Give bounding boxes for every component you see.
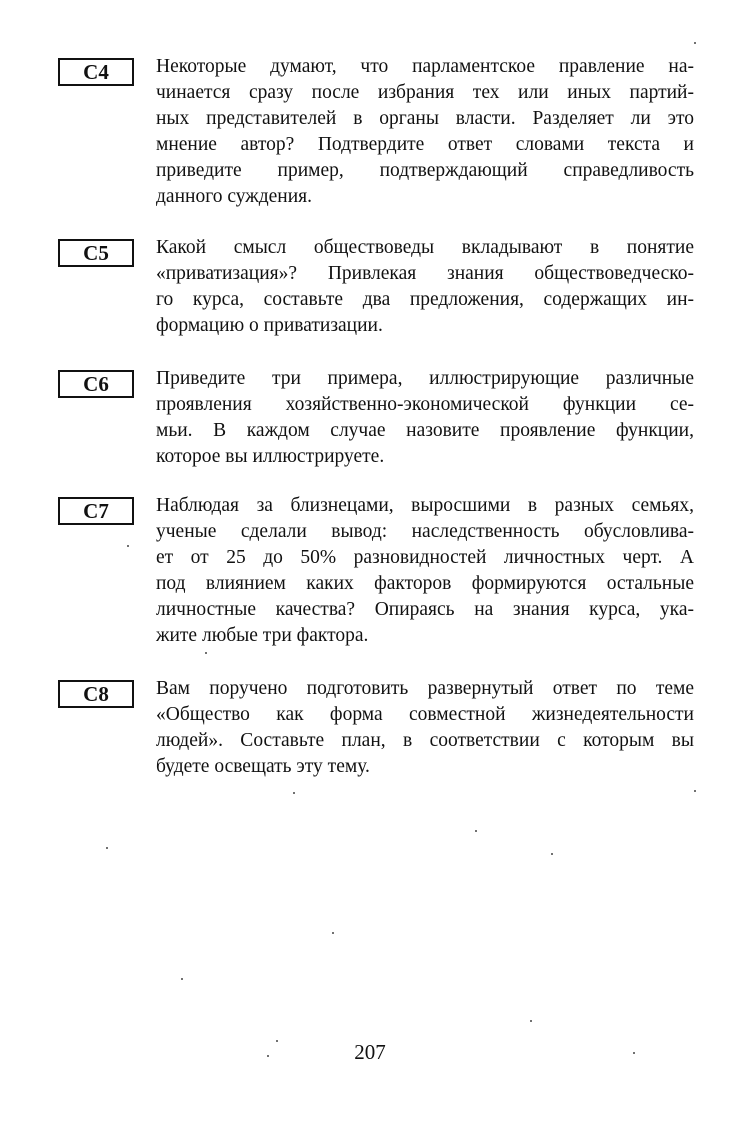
task-label-c4: С4 <box>58 58 134 86</box>
text-line: приведите пример, подтверждающий справедливость <box>156 160 694 181</box>
text-line: Приведите три примера, иллюстрирующие различные <box>156 368 694 389</box>
scan-speck <box>633 1052 635 1054</box>
text-line: Некоторые думают, что парламентское правление на- <box>156 56 694 77</box>
text-line: данного суждения. <box>156 186 312 207</box>
scan-speck <box>276 1040 278 1042</box>
scan-speck <box>106 847 108 849</box>
text-line: чинается сразу после избрания тех или иных партий- <box>156 82 694 103</box>
scan-speck <box>530 1020 532 1022</box>
text-line: будете освещать эту тему. <box>156 756 370 777</box>
scan-speck <box>181 978 183 980</box>
task-label-c6: С6 <box>58 370 134 398</box>
text-line: под влиянием каких факторов формируются остальные <box>156 573 694 594</box>
scan-speck <box>694 42 696 44</box>
scan-speck <box>127 545 129 547</box>
task-label-c5: С5 <box>58 239 134 267</box>
text-line: Вам поручено подготовить развернутый ответ по теме <box>156 678 694 699</box>
text-line: Какой смысл обществоведы вкладывают в понятие <box>156 237 694 258</box>
scan-speck <box>475 830 477 832</box>
task-label-c7: С7 <box>58 497 134 525</box>
text-line: Наблюдая за близнецами, выросшими в разных семьях, <box>156 495 694 516</box>
text-line: мнение автор? Подтвердите ответ словами текста и <box>156 134 694 155</box>
text-line: людей». Составьте план, в соответствии с которым вы <box>156 730 694 751</box>
text-line: «приватизация»? Привлекая знания обществоведческо- <box>156 263 694 284</box>
task-text-c4 <box>156 54 694 210</box>
scan-speck <box>293 792 295 794</box>
task-text-c6 <box>156 366 694 470</box>
text-line: «Общество как форма совместной жизнедеятельности <box>156 704 694 725</box>
text-line: формацию о приватизации. <box>156 315 383 336</box>
text-line: мьи. В каждом случае назовите проявление функции, <box>156 420 694 441</box>
scan-speck <box>694 790 696 792</box>
text-line: проявления хозяйственно-экономической функции се- <box>156 394 694 415</box>
scan-speck <box>551 853 553 855</box>
scan-speck <box>332 932 334 934</box>
page-number: 207 <box>354 1040 386 1064</box>
scan-speck <box>205 652 207 654</box>
task-text-c8 <box>156 676 694 780</box>
text-line: го курса, составьте два предложения, содержащих ин- <box>156 289 694 310</box>
task-text-c7 <box>156 493 694 649</box>
text-line: ученые сделали вывод: наследственность обусловлива- <box>156 521 694 542</box>
text-line: ет от 25 до 50% разновидностей личностных черт. А <box>156 547 694 568</box>
text-line: личностные качества? Опираясь на знания курса, ука- <box>156 599 694 620</box>
task-label-c8: С8 <box>58 680 134 708</box>
text-line: жите любые три фактора. <box>156 625 369 646</box>
text-line: которое вы иллюстрируете. <box>156 446 385 467</box>
text-line: ных представителей в органы власти. Разделяет ли это <box>156 108 694 129</box>
scan-speck <box>267 1055 269 1057</box>
task-text-c5 <box>156 235 694 339</box>
